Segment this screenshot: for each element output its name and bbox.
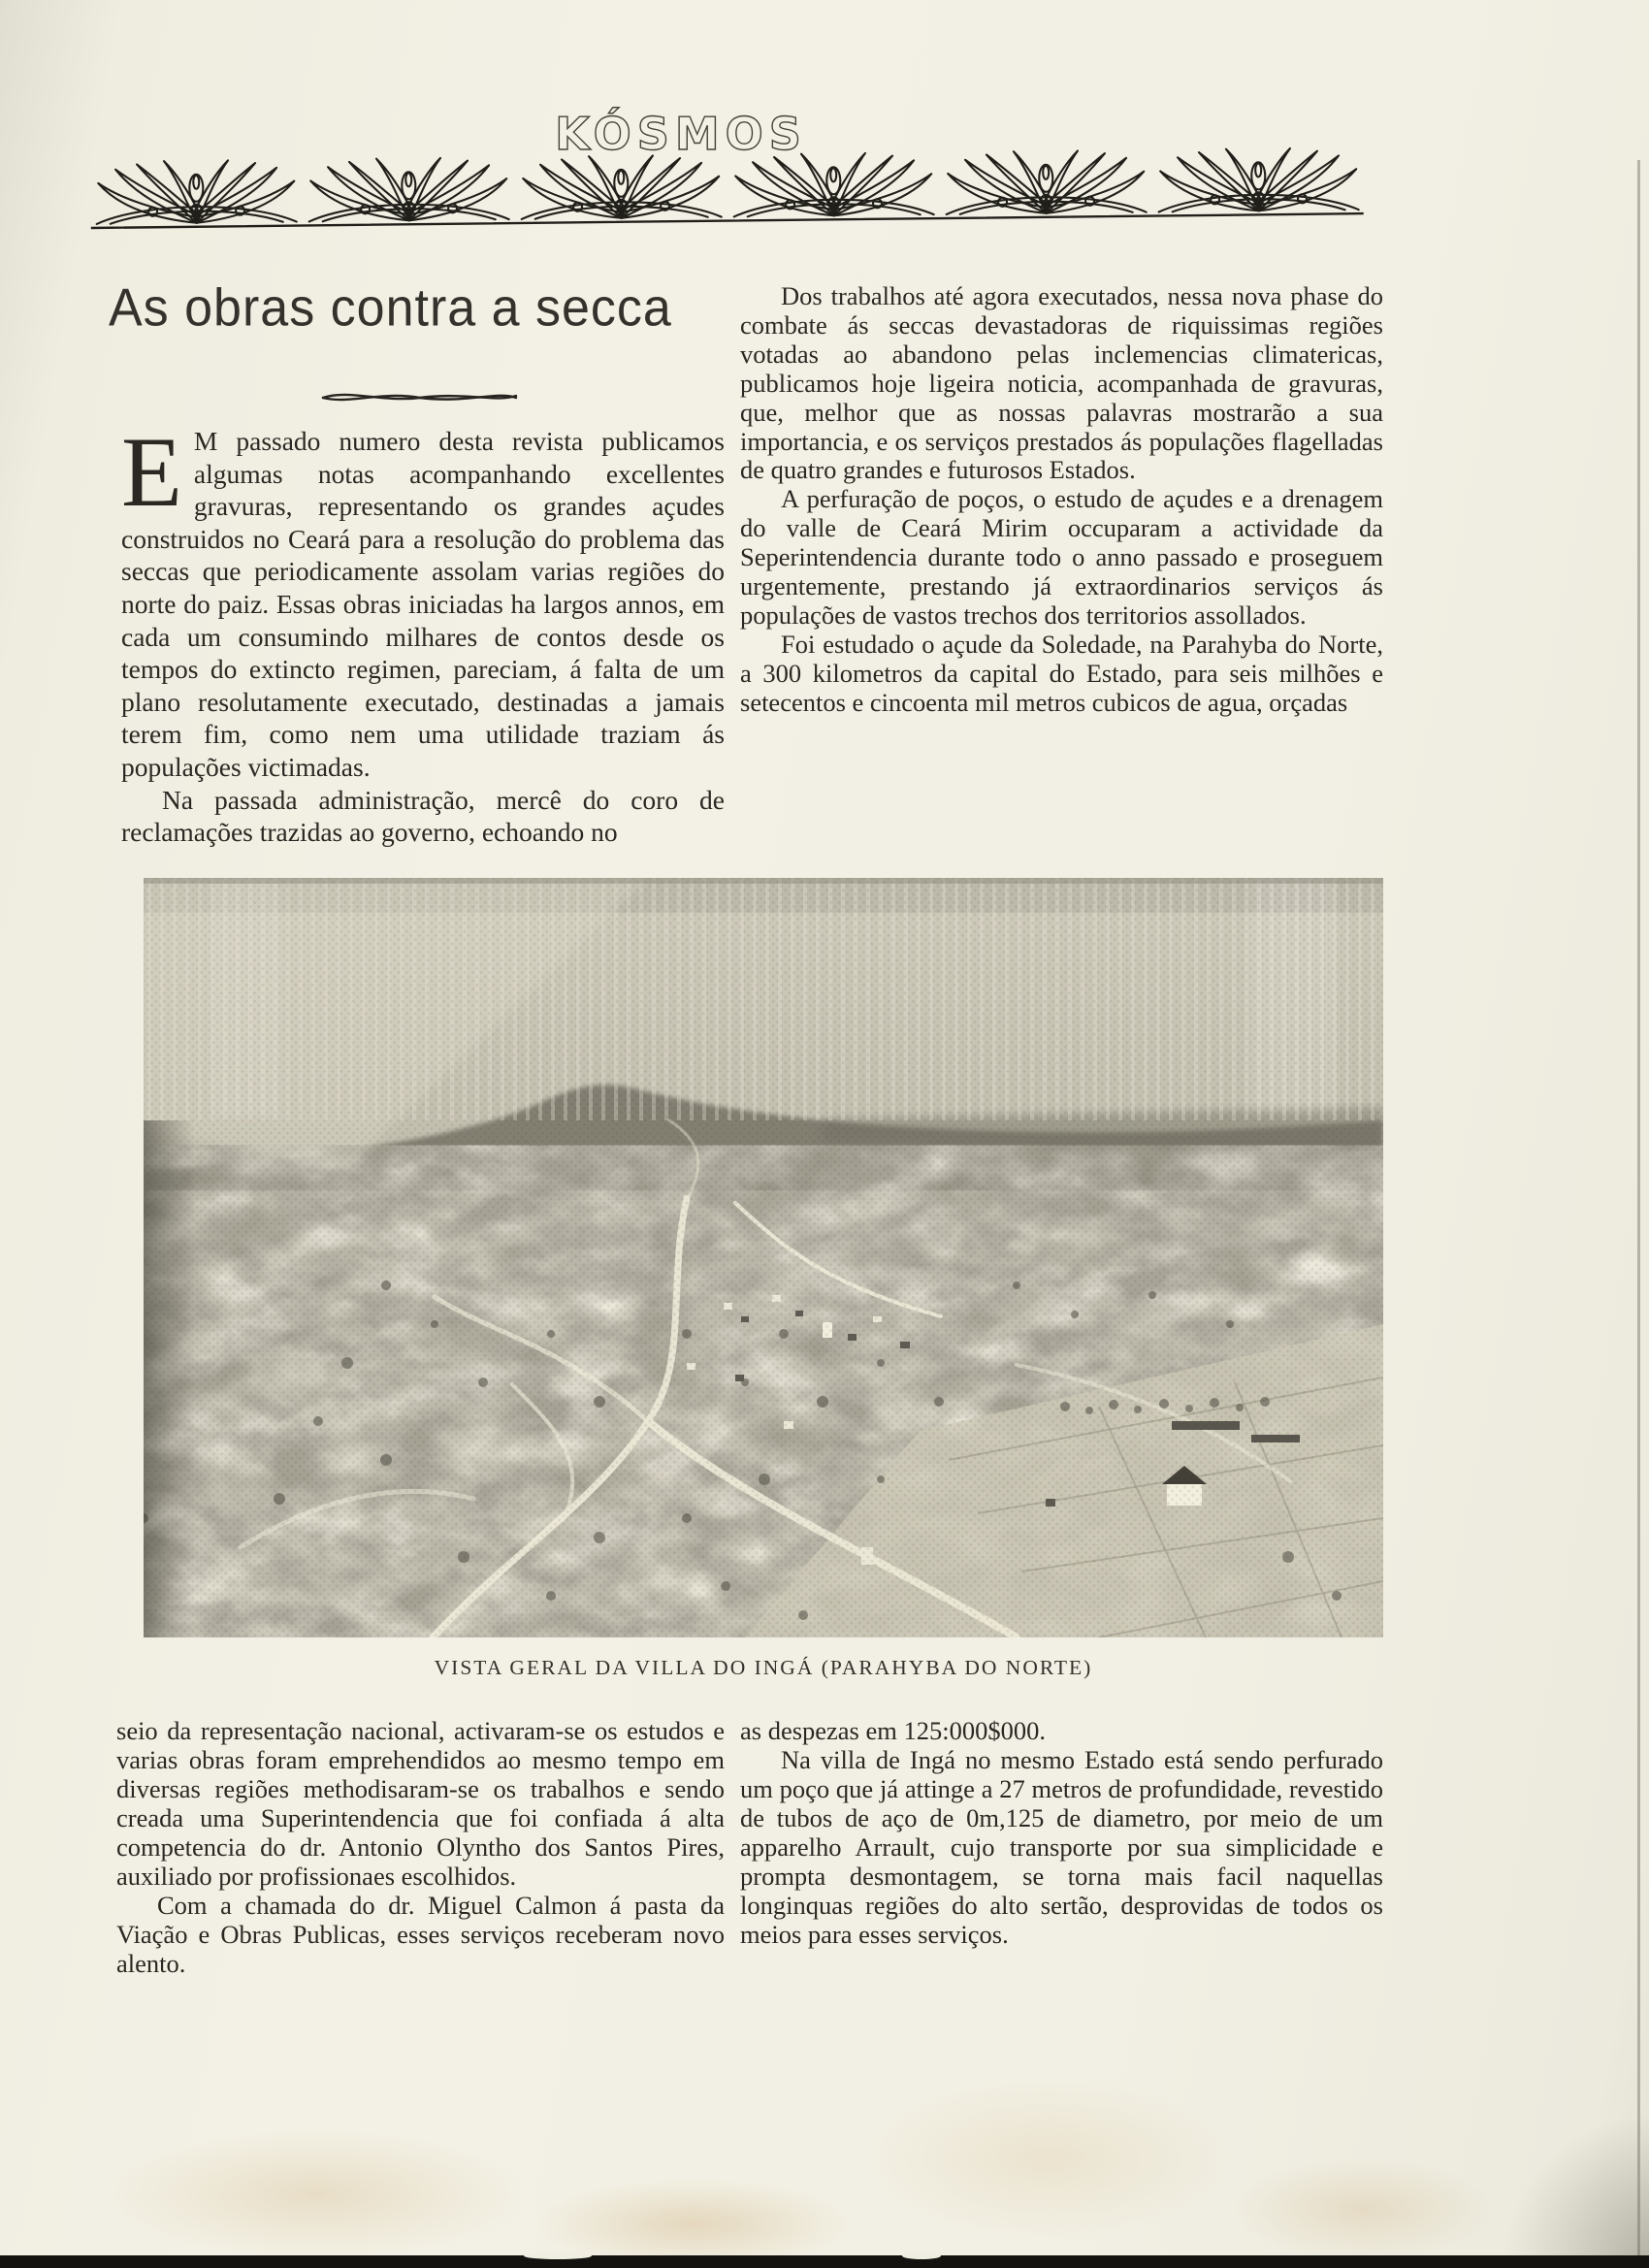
paragraph: Na passada administração, mercê do coro de reclamações trazidas ao governo, echoando no [121,784,725,848]
photo-caption: VISTA GERAL DA VILLA DO INGÁ (PARAHYBA DO NORTE) [434,1656,1093,1679]
paragraph [121,417,725,784]
masthead-title: KÓSMOS [555,108,807,160]
floral-border-ornament [90,146,1364,234]
paragraph: Com a chamada do dr. Miguel Calmon á pasta da Viação e Obras Publicas, esses serviços receberam novo alento. [116,1891,725,1978]
page-corner-shadow [1504,2093,1649,2258]
drop-cap: E [121,417,182,528]
photo-illustration [144,878,1383,1637]
paragraph-text: M passado numero desta revista publicamos algumas notas acompanhando excellentes gravuras, representando os grandes açudes construidos no Ceará para a resolução do problema das seccas que periodicamente assolam varias regiões do norte do paiz. Essas obras iniciadas ha largos annos, em cada um consumindo milhares de contos desde os tempos do extincto regimen, pareciam, á falta de um plano resolutamente executado, destinadas a jamais terem fim, como nem uma utilidade traziam ás populações victimadas. [121,426,725,782]
paragraph: seio da representação nacional, activaram-se os estudos e varias obras foram emprehendidos ao mesmo tempo em diversas regiões methodisaram-se os trabalhos e sendo creada uma Superintendencia que foi confiada á alta competencia do dr. Antonio Olyntho dos Santos Pires, auxiliado por profissionaes escolhidos. [116,1716,725,1891]
column-left-bottom [116,1716,725,1978]
scan-bottom-edge [0,2255,1649,2268]
paragraph: A perfuração de poços, o estudo de açudes e a drenagem do valle de Ceará Mirim occuparam a actividade da Seperintendencia durante todo o anno passado e proseguem urgentemente, prestando já extraordinarios serviços ás populações de vastos trechos dos territorios assollados. [740,484,1383,630]
page-edge-line [1637,160,1640,2256]
column-right-top [740,282,1383,718]
paragraph: Na villa de Ingá no mesmo Estado está sendo perfurado um poço que já attinge a 27 metros de profundidade, revestido de tubos de aço de 0m,125 de diametro, por meio de um apparelho Arrault, cujo transporte por sua simplicidade e prompta desmontagem, se torna mais facil naquellas longinquas regiões do alto sertão, desprovidas de todos os meios para esses serviços. [740,1745,1383,1949]
paragraph: as despezas em 125:000$000. [740,1716,1046,1745]
photo-halftone-overlay [144,878,1383,1637]
foxing-stain [107,2129,524,2260]
column-left-top [121,417,725,849]
article-title: As obras contra a secca [109,278,672,338]
paragraph: Dos trabalhos até agora executados, nessa nova phase do combate ás seccas devastadoras de riquissimas regiões votadas ao abandono pelas inclemencias climatericas, publicamos hoje ligeira noticia, acompanhada de gravuras, que, melhor que as nossas palavras mostrarão a sua importancia, e os serviços prestados ás populações flagelladas de quatro grandes e futurosos Estados. [740,281,1383,485]
villa-inga-aerial-photo [144,878,1383,1637]
foxing-stain [863,2076,1232,2241]
edge-nick [902,2252,941,2259]
column-right-bottom [740,1716,1383,1949]
edge-nick [524,2252,592,2259]
foxing-stain [1232,2158,1494,2260]
title-divider-squiggle [320,386,519,409]
paragraph: Foi estudado o açude da Soledade, na Parahyba do Norte, a 300 kilometros da capital do Estado, para seis milhões e setecentos e cincoenta mil metros cubicos de agua, orçadas [740,629,1383,717]
